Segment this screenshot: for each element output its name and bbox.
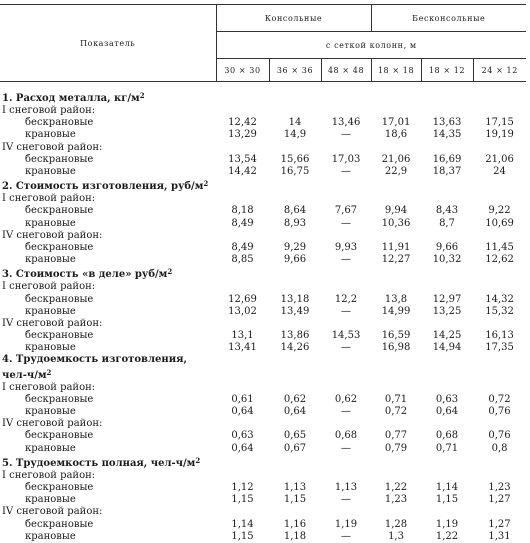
label-text: бескрановые <box>25 293 94 305</box>
row-label <box>0 205 216 217</box>
table-row <box>0 394 526 406</box>
label-text: 3. Стоимость «в деле» руб/м <box>2 269 168 281</box>
table-row <box>0 443 526 455</box>
table-cell: 1,14 <box>435 481 459 493</box>
table-cell: 1,18 <box>283 530 307 542</box>
table-cell: 13,02 <box>228 305 257 317</box>
region-row <box>0 470 526 482</box>
region-row <box>0 281 526 293</box>
row-label <box>0 342 216 354</box>
table-cell: 0,76 <box>488 430 511 442</box>
table-cell: 8,85 <box>231 254 254 266</box>
label-text: крановые <box>25 342 76 354</box>
data-table <box>0 4 526 543</box>
row-label <box>0 154 216 166</box>
table-cell: 8,43 <box>435 205 459 217</box>
table-cell: 1,22 <box>435 530 459 542</box>
table-cell: 0,64 <box>283 406 307 418</box>
table-cell: 0,68 <box>334 430 358 442</box>
section-row <box>0 82 526 106</box>
table-body <box>0 82 526 543</box>
table-row <box>0 205 526 217</box>
table-row <box>0 218 526 230</box>
table-cell: 17,03 <box>331 153 361 165</box>
table-row <box>0 330 526 342</box>
table-cell: 14,26 <box>280 342 310 354</box>
table-cell: 1,3 <box>388 530 404 542</box>
section-title <box>0 367 526 382</box>
section-row <box>0 354 526 366</box>
region-row <box>0 142 526 154</box>
table-row <box>0 518 526 530</box>
region-label <box>0 470 526 482</box>
region-row <box>0 418 526 430</box>
table-cell: 10,32 <box>432 254 462 266</box>
table-cell: — <box>341 406 351 418</box>
unit-superscript: 2 <box>46 367 52 377</box>
table-row <box>0 306 526 318</box>
table-cell: 14,99 <box>381 305 411 317</box>
table-cell: 0,72 <box>384 406 408 418</box>
label-text: I снеговой район: <box>2 105 96 117</box>
table-cell: — <box>341 494 351 506</box>
table-cell: 0,72 <box>488 393 511 405</box>
label-text: 2. Стоимость изготовления, руб/м <box>2 181 204 193</box>
label-text: 4. Трудоемкость изготовления, <box>2 354 188 366</box>
row-label <box>0 430 216 442</box>
section-title <box>0 178 526 193</box>
table-cell: 16,98 <box>381 342 411 354</box>
row-label <box>0 531 216 543</box>
table-cell: 1,12 <box>231 481 254 493</box>
table-cell: 10,36 <box>381 217 411 229</box>
label-text: бескрановые <box>25 518 94 530</box>
column-header: 18 × 12 <box>421 59 473 82</box>
table-cell: 15,66 <box>280 153 310 165</box>
label-text: I снеговой район: <box>2 193 96 205</box>
region-label <box>0 506 526 518</box>
table-cell: 0,63 <box>231 430 254 442</box>
label-text: IV снеговой район: <box>2 229 103 241</box>
table-cell: 22,9 <box>384 166 408 178</box>
unit-superscript: 2 <box>139 91 145 100</box>
table-cell: 16,75 <box>280 166 310 178</box>
table-cell: 10,69 <box>485 217 514 229</box>
table-row <box>0 293 526 305</box>
region-row <box>0 506 526 518</box>
table-cell: 1,13 <box>334 481 358 493</box>
region-row <box>0 318 526 330</box>
table-cell: 11,45 <box>485 241 514 253</box>
table-cell: — <box>341 166 351 178</box>
table-cell: 9,22 <box>488 205 511 217</box>
table-cell: 9,66 <box>435 241 459 253</box>
table-cell: 0,64 <box>435 406 459 418</box>
table-cell: 12,62 <box>485 254 514 266</box>
table-cell: 1,13 <box>283 481 307 493</box>
table-cell: — <box>341 442 351 454</box>
label-text: I снеговой район: <box>2 469 96 481</box>
table-cell: 0,64 <box>231 406 254 418</box>
table-cell: 0,67 <box>283 442 307 454</box>
table-cell: 16,13 <box>485 330 514 342</box>
table-cell: 1,15 <box>231 494 254 506</box>
table-cell: 8,7 <box>439 217 455 229</box>
label-text: крановые <box>25 217 76 229</box>
label-text: крановые <box>25 166 76 178</box>
table-row <box>0 154 526 166</box>
table-cell: 12,27 <box>381 254 411 266</box>
table-cell: — <box>341 254 351 266</box>
row-label <box>0 394 216 406</box>
table-cell: 17,15 <box>485 117 514 129</box>
row-label <box>0 306 216 318</box>
table-cell: 0,79 <box>384 442 408 454</box>
region-label <box>0 142 526 154</box>
table-cell: 1,15 <box>435 494 459 506</box>
label-text: I снеговой район: <box>2 281 96 293</box>
table-cell: 14,94 <box>432 342 462 354</box>
section-title <box>0 82 526 106</box>
label-text: бескрановые <box>25 241 94 253</box>
table-cell: 13,8 <box>384 293 408 305</box>
table-cell: 0,77 <box>384 430 408 442</box>
section-row <box>0 266 526 281</box>
table-cell: 21,06 <box>381 153 411 165</box>
section-title <box>0 266 526 281</box>
table-cell: 13,25 <box>432 305 462 317</box>
region-row <box>0 230 526 242</box>
unit-superscript: 2 <box>195 455 201 465</box>
row-label <box>0 293 216 305</box>
table-cell: 13,29 <box>228 129 257 141</box>
table-cell: — <box>341 129 351 141</box>
label-text: 5. Трудоемкость полная, чел-ч/м <box>2 457 196 469</box>
label-text: IV снеговой район: <box>2 506 103 518</box>
table-cell: 17,01 <box>381 117 411 129</box>
table-cell: 19,19 <box>485 129 514 141</box>
table-cell: 14,53 <box>331 330 361 342</box>
table-cell: 0,76 <box>488 406 511 418</box>
table-cell: 21,06 <box>485 153 514 165</box>
region-label <box>0 193 526 205</box>
label-text: бескрановые <box>25 481 94 493</box>
table-cell: 13,46 <box>331 117 361 129</box>
table-cell: 12,69 <box>228 293 257 305</box>
table-row <box>0 342 526 354</box>
row-label <box>0 218 216 230</box>
table-cell: 1,19 <box>435 518 459 530</box>
table-cell: 14 <box>288 117 302 129</box>
label-text: чел-ч/м <box>2 369 47 381</box>
row-label <box>0 129 216 141</box>
table-cell: 17,35 <box>485 342 514 354</box>
label-text: I снеговой район: <box>2 381 96 393</box>
table-cell: 14,25 <box>432 330 462 342</box>
label-text: крановые <box>25 442 76 454</box>
label-text: крановые <box>25 254 76 266</box>
row-label <box>0 443 216 455</box>
table-cell: 18,6 <box>384 129 408 141</box>
row-label <box>0 482 216 494</box>
table-cell: 1,23 <box>488 481 511 493</box>
table-cell: 0,62 <box>283 393 307 405</box>
region-label <box>0 281 526 293</box>
header-group-nonconsole: Бесконсольные <box>371 5 526 32</box>
header-grid-caption: с сеткой колонн, м <box>216 32 526 59</box>
table-header <box>0 5 526 82</box>
column-header: 36 × 36 <box>269 59 321 82</box>
table-cell: 14,32 <box>485 293 514 305</box>
table-row <box>0 494 526 506</box>
table-cell: 1,27 <box>488 494 511 506</box>
label-text: бескрановые <box>25 117 94 129</box>
table-row <box>0 430 526 442</box>
row-label <box>0 242 216 254</box>
table-cell: 9,93 <box>334 241 358 253</box>
table-row <box>0 254 526 266</box>
table-cell: — <box>341 217 351 229</box>
label-text: бескрановые <box>25 430 94 442</box>
label-text: бескрановые <box>25 153 94 165</box>
column-header: 30 × 30 <box>216 59 269 82</box>
label-text: бескрановые <box>25 330 94 342</box>
table-cell: — <box>341 342 351 354</box>
table-cell: 9,66 <box>283 254 307 266</box>
label-text: IV снеговой район: <box>2 317 103 329</box>
header-indicator: Показатель <box>0 5 216 82</box>
table-cell: 9,29 <box>283 241 307 253</box>
region-label <box>0 105 526 117</box>
table-cell: 8,49 <box>231 217 254 229</box>
table-row <box>0 531 526 543</box>
table-cell: 1,14 <box>231 518 254 530</box>
table-cell: 0,71 <box>435 442 459 454</box>
label-text: бескрановые <box>25 393 94 405</box>
column-header: 18 × 18 <box>371 59 421 82</box>
table-row <box>0 129 526 141</box>
table-cell: 7,67 <box>334 205 358 217</box>
section-row <box>0 367 526 382</box>
table-cell: 14,42 <box>228 166 257 178</box>
label-text: крановые <box>25 530 76 542</box>
table-cell: 13,49 <box>280 305 310 317</box>
table-cell: 13,63 <box>432 117 462 129</box>
table-cell: 12,2 <box>334 293 358 305</box>
row-label <box>0 330 216 342</box>
header-group-console: Консольные <box>216 5 371 32</box>
section-row <box>0 178 526 193</box>
table-row <box>0 242 526 254</box>
section-title <box>0 354 526 366</box>
table-cell: 1,31 <box>488 530 511 542</box>
table-cell: 24 <box>493 166 506 178</box>
row-label <box>0 406 216 418</box>
table-cell: 13,41 <box>228 342 257 354</box>
table-cell: 8,49 <box>231 241 254 253</box>
row-label <box>0 518 216 530</box>
unit-superscript: 2 <box>167 267 173 277</box>
label-text: крановые <box>25 305 76 317</box>
column-header: 24 × 12 <box>473 59 526 82</box>
row-label <box>0 254 216 266</box>
table-row <box>0 117 526 129</box>
table-cell: 13,1 <box>231 330 254 342</box>
table-cell: — <box>341 305 351 317</box>
row-label <box>0 166 216 178</box>
table-cell: 8,18 <box>231 205 254 217</box>
table-cell: — <box>341 530 351 542</box>
table-cell: 0,61 <box>231 393 254 405</box>
table-cell: 11,91 <box>381 241 411 253</box>
table-cell: 0,65 <box>283 430 307 442</box>
unit-superscript: 2 <box>203 179 209 189</box>
table-cell: 0,68 <box>435 430 459 442</box>
table-cell: 16,69 <box>432 153 462 165</box>
table-cell: 1,15 <box>283 494 307 506</box>
table-cell: 0,63 <box>435 393 459 405</box>
row-label <box>0 117 216 129</box>
label-text: бескрановые <box>25 205 94 217</box>
region-label <box>0 318 526 330</box>
table-row <box>0 482 526 494</box>
table-cell: 0,62 <box>334 393 358 405</box>
table-cell: 16,59 <box>381 330 411 342</box>
table-cell: 1,27 <box>488 518 511 530</box>
region-row <box>0 193 526 205</box>
table-cell: 18,37 <box>432 166 462 178</box>
region-row <box>0 382 526 394</box>
section-title <box>0 455 526 470</box>
label-text: IV снеговой район: <box>2 418 103 430</box>
section-row <box>0 455 526 470</box>
column-header: 48 × 48 <box>321 59 371 82</box>
table-cell: 0,71 <box>384 393 408 405</box>
table-cell: 9,94 <box>384 205 408 217</box>
table-cell: 1,22 <box>384 481 408 493</box>
label-text: крановые <box>25 129 76 141</box>
region-label <box>0 382 526 394</box>
table-cell: 15,32 <box>485 305 514 317</box>
table-cell: 1,19 <box>334 518 358 530</box>
table-cell: 12,97 <box>432 293 462 305</box>
table-row <box>0 406 526 418</box>
row-label <box>0 494 216 506</box>
label-text: 1. Расход металла, кг/м <box>2 93 140 104</box>
table-cell: 1,15 <box>231 530 254 542</box>
table-cell: 14,9 <box>283 129 307 141</box>
region-row <box>0 105 526 117</box>
table-cell: 14,35 <box>432 129 462 141</box>
table-cell: 13,86 <box>280 330 310 342</box>
table-cell: 1,28 <box>384 518 408 530</box>
table-cell: 12,42 <box>228 117 257 129</box>
table-cell: 1,16 <box>283 518 307 530</box>
table-cell: 1,23 <box>384 494 408 506</box>
table-cell: 8,64 <box>283 205 307 217</box>
table-cell: 0,64 <box>231 442 254 454</box>
label-text: крановые <box>25 406 76 418</box>
table-cell: 0,8 <box>491 442 508 454</box>
table-cell: 13,18 <box>280 293 310 305</box>
table-row <box>0 166 526 178</box>
region-label <box>0 230 526 242</box>
region-label <box>0 418 526 430</box>
table-cell: 8,93 <box>283 217 307 229</box>
table-cell: 13,54 <box>228 153 257 165</box>
label-text: IV снеговой район: <box>2 141 103 153</box>
label-text: крановые <box>25 494 76 506</box>
